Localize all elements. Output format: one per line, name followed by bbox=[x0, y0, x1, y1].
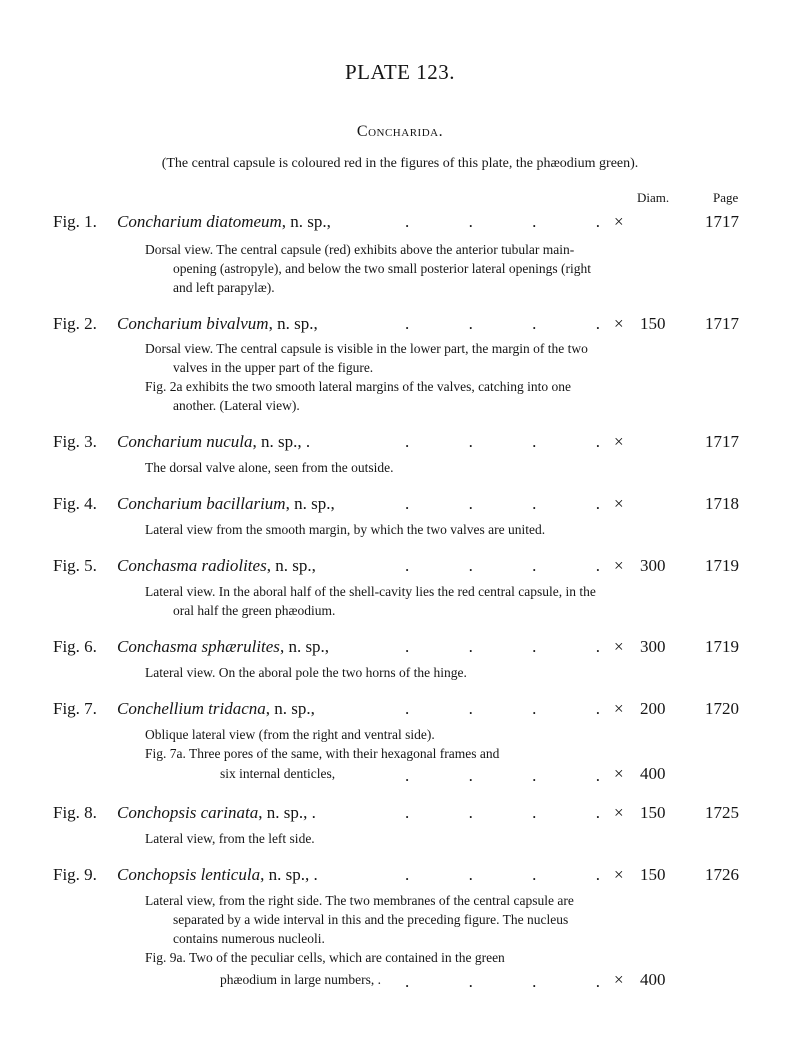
description-line: Lateral view. On the aboral pole the two horns of the hinge. bbox=[145, 665, 467, 680]
figure-description-6 bbox=[145, 663, 605, 682]
figure-label: Fig. 1. bbox=[53, 212, 97, 231]
magnification-sign: × bbox=[614, 314, 624, 333]
diameter-value: 400 bbox=[640, 970, 666, 989]
description-line: Fig. 2a exhibits the two smooth lateral margins of the valves, catching into one another. (Lateral view). bbox=[145, 379, 572, 413]
description-line: Fig. 7a. Three pores of the same, with their hexagonal frames and bbox=[145, 746, 500, 761]
page-number: 1720 bbox=[705, 699, 739, 718]
diameter-value: 300 bbox=[640, 637, 666, 656]
subfigure-text: six internal denticles, bbox=[220, 766, 336, 781]
species-suffix: , n. sp., . bbox=[258, 803, 316, 822]
figure-description-8 bbox=[145, 829, 605, 848]
magnification-sign: × bbox=[614, 970, 624, 989]
species-name: Concharium bacillarium bbox=[117, 494, 286, 513]
figure-species bbox=[117, 637, 329, 657]
figure-species bbox=[117, 699, 315, 719]
figure-entry-7 bbox=[0, 699, 800, 723]
section-heading: Concharida. bbox=[356, 123, 444, 140]
page-number: 1717 bbox=[705, 314, 739, 333]
magnification-sign: × bbox=[614, 212, 624, 231]
figure-label: Fig. 6. bbox=[53, 637, 97, 656]
description-line: Lateral view from the smooth margin, by which the two valves are united. bbox=[145, 522, 546, 537]
leader-dots: . . . . bbox=[405, 972, 600, 991]
figure-entry-6 bbox=[0, 637, 800, 661]
figure-entry-9 bbox=[0, 865, 800, 889]
figure-label: Fig. 2. bbox=[53, 314, 97, 333]
figure-entry-3 bbox=[0, 432, 800, 456]
page-number: 1718 bbox=[705, 494, 739, 513]
leader-dots: . . . . bbox=[405, 766, 600, 785]
description-line: Lateral view, from the right side. The two membranes of the central capsule are separated by a wide interval in this and the preceding figure. The nucleus contains numerous nucleoli. bbox=[145, 893, 574, 946]
subfigure-entry-9a bbox=[0, 972, 800, 994]
figure-description-5 bbox=[145, 582, 605, 620]
species-suffix: , n. sp., . bbox=[252, 432, 311, 451]
species-name: Conchopsis carinata bbox=[117, 803, 259, 822]
figure-description-4 bbox=[145, 520, 605, 539]
leader-dots: . . . . bbox=[405, 212, 600, 231]
species-name: Conchellium tridacna bbox=[117, 699, 266, 718]
figure-species bbox=[117, 865, 318, 885]
page-number: 1719 bbox=[705, 637, 739, 656]
species-suffix: , n. sp., bbox=[266, 556, 316, 575]
leader-dots: . . . . bbox=[405, 865, 600, 884]
description-line: Dorsal view. The central capsule is visible in the lower part, the margin of the two valves in the upper part of the figure. bbox=[145, 341, 588, 375]
magnification-sign: × bbox=[614, 494, 624, 513]
magnification-sign: × bbox=[614, 556, 624, 575]
figure-species bbox=[117, 803, 316, 823]
species-suffix: , n. sp., . bbox=[260, 865, 318, 884]
diameter-value: 150 bbox=[640, 803, 666, 822]
figure-description-3 bbox=[145, 458, 605, 477]
figure-description-9 bbox=[145, 891, 605, 967]
subfigure-text: phæodium in large numbers, . bbox=[220, 972, 381, 987]
leader-dots: . . . . bbox=[405, 556, 600, 575]
figure-label: Fig. 3. bbox=[53, 432, 97, 451]
leader-dots: . . . . bbox=[405, 314, 600, 333]
species-name: Conchasma radiolites bbox=[117, 556, 267, 575]
magnification-sign: × bbox=[614, 637, 624, 656]
column-header-diam: Diam. bbox=[637, 190, 670, 205]
magnification-sign: × bbox=[614, 764, 624, 783]
page-number: 1717 bbox=[705, 212, 739, 231]
description-line: Fig. 9a. Two of the peculiar cells, which are contained in the green bbox=[145, 950, 505, 965]
magnification-sign: × bbox=[614, 699, 624, 718]
figure-species bbox=[117, 212, 331, 232]
page-number: 1726 bbox=[705, 865, 739, 884]
diameter-value: 200 bbox=[640, 699, 666, 718]
diameter-value: 300 bbox=[640, 556, 666, 575]
diameter-value: 150 bbox=[640, 865, 666, 884]
leader-dots: . . . . bbox=[405, 494, 600, 513]
figure-description-2 bbox=[145, 339, 605, 415]
figure-label: Fig. 5. bbox=[53, 556, 97, 575]
leader-dots: . . . . bbox=[405, 637, 600, 656]
description-line: Oblique lateral view (from the right and ventral side). bbox=[145, 727, 435, 742]
species-name: Conchopsis lenticula bbox=[117, 865, 261, 884]
leader-dots: . . . . bbox=[405, 432, 600, 451]
diameter-value: 400 bbox=[640, 764, 666, 783]
species-suffix: , n. sp., bbox=[281, 212, 331, 231]
species-suffix: , n. sp., bbox=[268, 314, 318, 333]
species-name: Concharium diatomeum bbox=[117, 212, 282, 231]
magnification-sign: × bbox=[614, 432, 624, 451]
diameter-value: 150 bbox=[640, 314, 666, 333]
figure-label: Fig. 4. bbox=[53, 494, 97, 513]
figure-entry-8 bbox=[0, 803, 800, 827]
page-number: 1725 bbox=[705, 803, 739, 822]
figure-species bbox=[117, 556, 316, 576]
figure-description-1 bbox=[145, 240, 605, 297]
species-suffix: , n. sp., bbox=[279, 637, 330, 656]
description-line: Dorsal view. The central capsule (red) exhibits above the anterior tubular main-opening (astropyle), and below the two small posterior lateral openings (right and left parapylæ). bbox=[145, 242, 592, 295]
figure-species bbox=[117, 494, 335, 514]
figure-label: Fig. 7. bbox=[53, 699, 97, 718]
column-header-page: Page bbox=[713, 190, 739, 205]
magnification-sign: × bbox=[614, 803, 624, 822]
figure-entry-2 bbox=[0, 314, 800, 338]
figure-description-7 bbox=[145, 725, 605, 763]
figure-species bbox=[117, 314, 318, 334]
figure-label: Fig. 8. bbox=[53, 803, 97, 822]
leader-dots: . . . . bbox=[405, 699, 600, 718]
figure-entry-5 bbox=[0, 556, 800, 580]
description-line: Lateral view, from the left side. bbox=[145, 831, 315, 846]
page-number: 1719 bbox=[705, 556, 739, 575]
figure-entry-4 bbox=[0, 494, 800, 518]
species-suffix: , n. sp., bbox=[285, 494, 335, 513]
figure-entry-1 bbox=[0, 212, 800, 236]
page-number: 1717 bbox=[705, 432, 739, 451]
species-suffix: , n. sp., bbox=[265, 699, 315, 718]
description-line: The dorsal valve alone, seen from the outside. bbox=[145, 460, 394, 475]
leader-dots: . . . . bbox=[405, 803, 600, 822]
description-line: Lateral view. In the aboral half of the shell-cavity lies the red central capsule, in the oral half the green phæodium. bbox=[145, 584, 596, 618]
figure-species bbox=[117, 432, 310, 452]
magnification-sign: × bbox=[614, 865, 624, 884]
species-name: Concharium bivalvum bbox=[117, 314, 269, 333]
figure-label: Fig. 9. bbox=[53, 865, 97, 884]
species-name: Concharium nucula bbox=[117, 432, 253, 451]
plate-note: (The central capsule is coloured red in the figures of this plate, the phæodium green). bbox=[161, 156, 639, 171]
plate-title: PLATE 123. bbox=[345, 60, 455, 84]
subfigure-entry-7a bbox=[0, 766, 800, 788]
species-name: Conchasma sphærulites bbox=[117, 637, 280, 656]
